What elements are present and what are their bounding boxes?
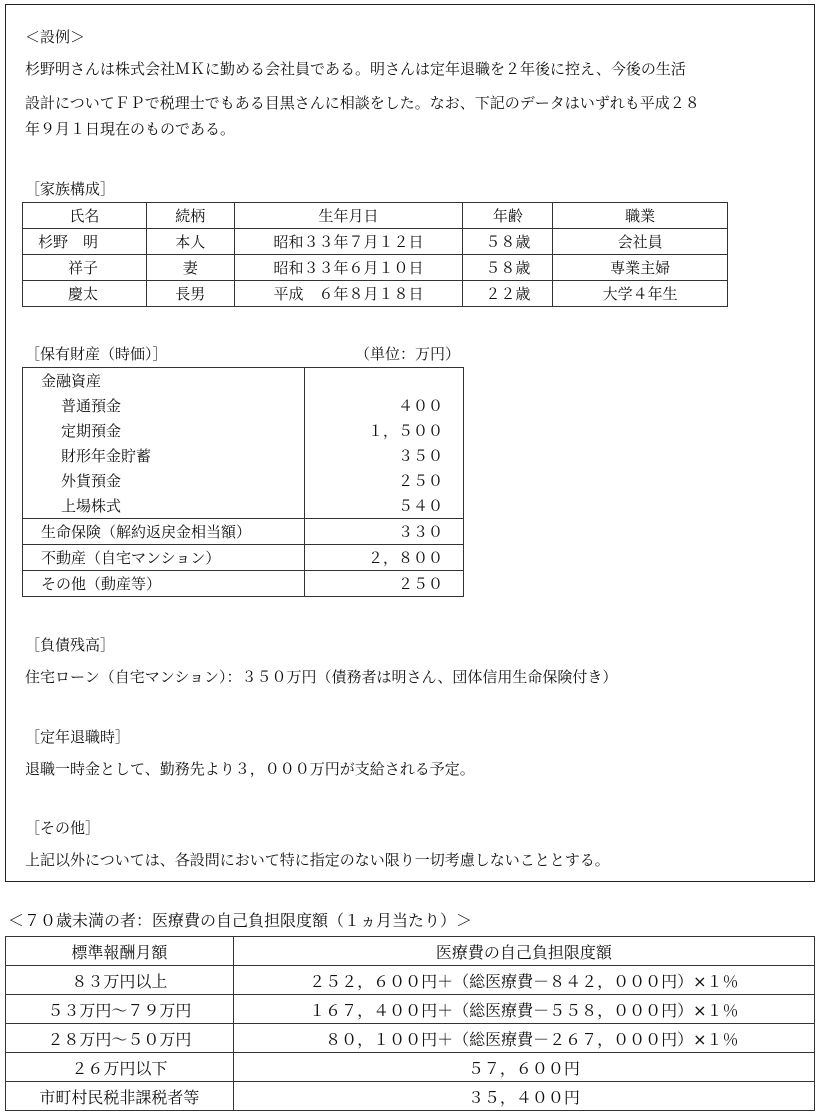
family-col-age: 年齢 — [463, 203, 553, 229]
table-row — [23, 368, 464, 394]
family-relation: 本人 — [146, 229, 234, 255]
asset-name: 財形年金貯蓄 — [23, 443, 305, 468]
table-row — [23, 229, 728, 255]
asset-value: ２５０ — [304, 571, 463, 597]
medical-limit: １６７，４００円＋（総医療費－５５８，０００円）×１％ — [233, 995, 814, 1024]
asset-value: ３３０ — [304, 519, 463, 545]
asset-value: ２５０ — [304, 468, 463, 493]
medical-income: ５３万円～７９万円 — [6, 995, 234, 1024]
assets-unit: （単位：万円） — [355, 345, 461, 363]
asset-value: １，５００ — [304, 418, 463, 443]
table-row — [23, 281, 728, 307]
table-row — [23, 545, 464, 571]
case-label: ＜設例＞ — [25, 28, 86, 46]
medical-limit: ２５２，６００円＋（総医療費－８４２，０００円）×１％ — [233, 966, 814, 995]
medical-limit: ３５，４００円 — [233, 1082, 814, 1111]
debt-heading: ［負債残高］ — [25, 636, 116, 654]
table-row — [23, 571, 464, 597]
asset-name: 上場株式 — [23, 493, 305, 519]
family-heading: ［家族構成］ — [25, 180, 116, 198]
asset-name: 外貨預金 — [23, 468, 305, 493]
medical-header-row — [6, 937, 815, 966]
family-col-job: 職業 — [553, 203, 728, 229]
asset-name: 定期預金 — [23, 418, 305, 443]
family-age: ５８歳 — [463, 229, 553, 255]
intro-line-2: 設計についてＦＰで税理士でもある目黒さんに相談をした。なお、下記のデータはいずれも平成２８ — [25, 94, 700, 112]
family-job: 大学４年生 — [553, 281, 728, 307]
financial-assets-label: 金融資産 — [23, 368, 305, 394]
medical-income: ２８万円～５０万円 — [6, 1024, 234, 1053]
family-name: 慶太 — [23, 281, 147, 307]
asset-value: ２，８００ — [304, 545, 463, 571]
asset-name: 不動産（自宅マンション） — [23, 545, 305, 571]
family-col-name: 氏名 — [23, 203, 147, 229]
table-row — [6, 1024, 815, 1053]
table-row — [6, 1053, 815, 1082]
table-row — [23, 393, 464, 418]
debt-text: 住宅ローン（自宅マンション）：３５０万円（債務者は明さん、団体信用生命保険付き） — [25, 668, 618, 686]
table-row — [23, 519, 464, 545]
medical-table — [5, 936, 815, 1111]
intro-line-3: 年９月１日現在のものである。 — [25, 120, 236, 138]
family-col-birth: 生年月日 — [234, 203, 463, 229]
table-row — [23, 418, 464, 443]
family-birth: 平成 ６年８月１８日 — [234, 281, 463, 307]
medical-limit: ８０，１００円＋（総医療費－２６７，０００円）×１％ — [233, 1024, 814, 1053]
table-row — [6, 966, 815, 995]
medical-limit: ５７，６００円 — [233, 1053, 814, 1082]
table-row — [23, 493, 464, 519]
family-age: ２２歳 — [463, 281, 553, 307]
medical-income: 市町村民税非課税者等 — [6, 1082, 234, 1111]
table-row — [6, 995, 815, 1024]
family-header-row — [23, 203, 728, 229]
table-row — [23, 255, 728, 281]
family-relation: 長男 — [146, 281, 234, 307]
assets-table — [22, 367, 464, 597]
medical-income: ８３万円以上 — [6, 966, 234, 995]
asset-value: ４００ — [304, 393, 463, 418]
intro-line-1: 杉野明さんは株式会社ＭＫに勤める会社員である。明さんは定年退職を２年後に控え、今後の生活 — [25, 60, 686, 78]
medical-income: ２６万円以下 — [6, 1053, 234, 1082]
family-birth: 昭和３３年６月１０日 — [234, 255, 463, 281]
other-heading: ［その他］ — [25, 819, 101, 837]
family-col-relation: 続柄 — [146, 203, 234, 229]
table-row — [6, 1082, 815, 1111]
assets-heading: ［保有財産（時価）］ — [25, 345, 168, 363]
retirement-text: 退職一時金として、勤務先より３，０００万円が支給される予定。 — [25, 760, 475, 778]
table-row — [23, 468, 464, 493]
retirement-heading: ［定年退職時］ — [25, 728, 131, 746]
other-text: 上記以外については、各設問において特に指定のない限り一切考慮しないこととする。 — [25, 851, 610, 869]
medical-col-income: 標準報酬月額 — [6, 937, 234, 966]
medical-col-limit: 医療費の自己負担限度額 — [233, 937, 814, 966]
family-birth: 昭和３３年７月１２日 — [234, 229, 463, 255]
family-table — [22, 202, 728, 307]
family-age: ５８歳 — [463, 255, 553, 281]
asset-value: ５４０ — [304, 493, 463, 519]
asset-name: 普通預金 — [23, 393, 305, 418]
family-job: 会社員 — [553, 229, 728, 255]
asset-name: 生命保険（解約返戻金相当額） — [23, 519, 305, 545]
medical-title: ＜７０歳未満の者：医療費の自己負担限度額（１ヵ月当たり）＞ — [8, 911, 473, 930]
family-name: 祥子 — [23, 255, 147, 281]
family-relation: 妻 — [146, 255, 234, 281]
family-job: 専業主婦 — [553, 255, 728, 281]
asset-name: その他（動産等） — [23, 571, 305, 597]
asset-value: ３５０ — [304, 443, 463, 468]
table-row — [23, 443, 464, 468]
family-name: 杉野 明 — [23, 229, 147, 255]
